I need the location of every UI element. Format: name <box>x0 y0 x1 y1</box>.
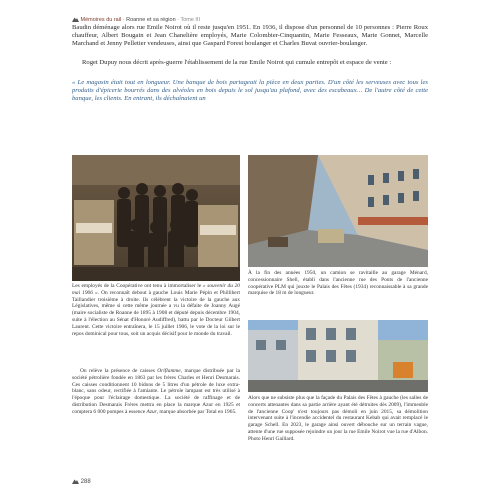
photo-modern-building <box>248 320 428 392</box>
caption-photo1-part3: . On reconnaît debout à gauche Louis Marie Pépin et Phillibert Taillandier troisième à droite. Ils célèbrent la victoire de la gauche aux Législatives, même si cette même journée a vu la défaite de Joanny Augé (maire socialiste de Roanne de 1895 à 1908 et député depuis décembre 1904, suite à l'élection au Sénat d'Honoré Audiffred), battu par le Docteur Gilbert Laurent. Cette victoire entraînera, le 15 juillet 1906, le vote de la loi sur le repos dominical pour tous, soit un acquis décisif pour le monde du travail. <box>72 289 240 337</box>
body-paragraph-1: Baudin déménage alors rue Emile Noirot où il reste jusqu'en 1951. En 1936, il dispose d'un personnel de 10 personnes : Pierre Roux chauffeur, Albert Bougain et Jean Chanelière employés, Marie Colombier-Cinquantin, Marie Fesseaux, Marie Gonnet, Marcelle Marchand et Jenny Pelletier vendeuses, ainsi que Gaspard Forest boulanger et Charles Buvat ouvrier-boulanger. <box>72 24 428 48</box>
caption-photo1 <box>72 283 240 337</box>
caption-photo1-cont-part4: Azur <box>146 408 157 415</box>
mountain-logo-icon <box>72 478 79 484</box>
header-separator: · <box>122 17 125 23</box>
caption-photo1-continued <box>72 368 240 416</box>
body-paragraph-2: Roget Dupuy nous décrit après-guerre l'établissement de la rue Emile Noirot qui cumule entrepôt et espace de vente : <box>82 59 392 66</box>
header-separator-2: · <box>177 17 180 23</box>
caption-photo1-cont-part5: , marque absorbée par Total en 1965. <box>156 408 237 415</box>
book-title: Mémoires du rail <box>80 17 122 23</box>
quote-block: « Le magasin était tout en longueur. Une banque de bois partageait la pièce en deux parties. D'un côté les serveuses avec tous les produits d'épicerie bourrés dans des alvéoles en bois depuis le sol jusqu'au plafond, avec des escabeaux… De l'autre côté de cette banque, les clients. En entrant, ils déchaînaient un <box>72 79 428 103</box>
caption-photo1-cont-part3: , marque distribuée par la société pétrolière fondée en 1863 par les frères Charles et Henri Desmarais. Ces caisses conditionnent 10 bidons de 5 litres d'un pétrole de luxe extra-blanc, sans odeur, rectifiée à l'amiante. Le pétrole lampant est très utilisé à l'époque pour l'éclairage domestique. La société de raffinage et de distribution Desmarais Frères mettra en place la marque Azur en 1925 et comptera 6 000 pompes à essence <box>72 368 240 415</box>
tome-label: Tome III <box>180 17 201 23</box>
caption-photo1-part2: « souvenir du 20 mai 1906 » <box>72 283 240 296</box>
page-footer <box>72 478 91 485</box>
caption-photo1-cont-part2: Oriflamme <box>157 368 181 374</box>
mountain-logo-icon <box>72 16 79 22</box>
photo-coop-employees <box>72 155 240 281</box>
region-title: Roanne et sa région <box>126 17 176 23</box>
photo-street-garage <box>248 155 428 267</box>
running-header <box>72 16 200 23</box>
caption-photo1-cont-part1: On relève la présence de caisses <box>80 368 158 374</box>
caption-photo2: À la fin des années 1950, un camion se ravitaille au garage Ménard, concessionnaire Shell, établi dans l'ancienne rue des Ponts de l'ancienne coopérative PLM qui jouxte le Palais des Fêtes (1934) reconnaissable à sa grande marquise de 18 m de longueur. <box>248 270 428 297</box>
caption-photo1-part1: Les employés de la Coopérative ont tenu à immortaliser le <box>72 283 203 289</box>
caption-photo3: Alors que ne subsiste plus que la façade du Palais des Fêtes à gauche (les salles de concerts attenantes dans sa partie arrière ayant été détruites dès 2009), l'immeuble de l'ancienne Coop' n'est toujours pas démoli en juin 2015, sa démolition intervenant suite à l'incendie accidentel du restaurant Kebab qui avait remplacé le garage Schell. En 2023, le garage ainsi ouvert débouche sur un terrain vague, attente d'une rue supposée rejoindre un jour la rue Emile Noirot vue la rue d'Albon. Photo Henri Gaillard. <box>248 395 428 442</box>
page-number: 288 <box>80 479 91 485</box>
